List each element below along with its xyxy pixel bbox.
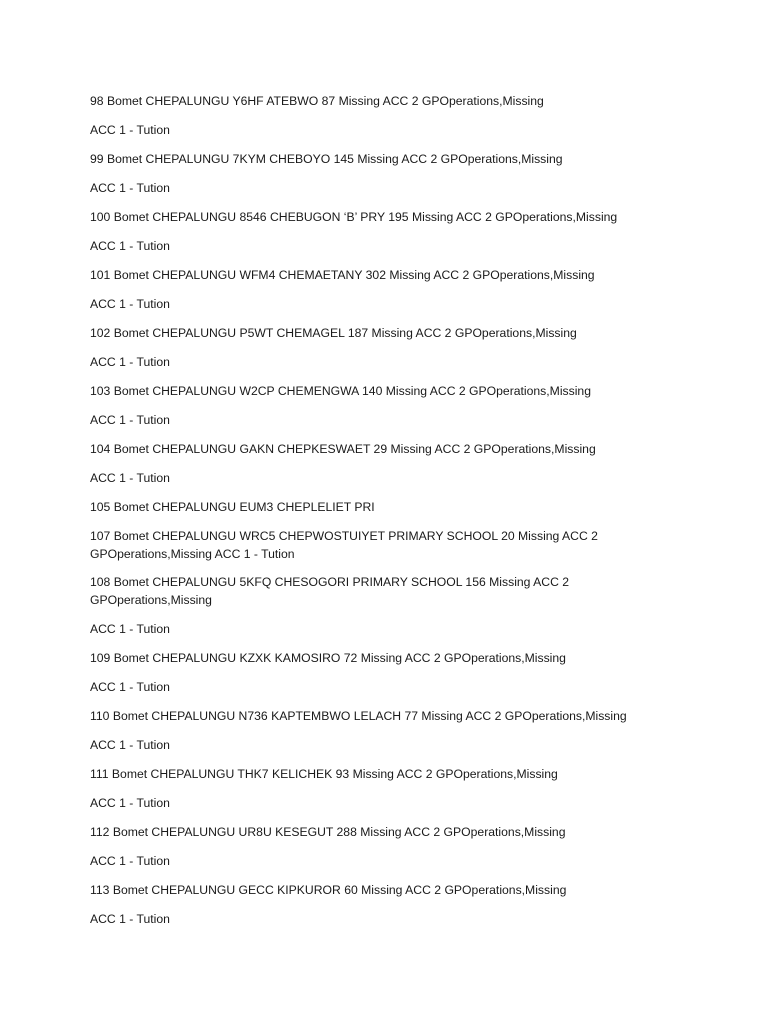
text-line: ACC 1 - Tution [90,471,170,485]
text-line: ACC 1 - Tution [90,355,170,369]
text-line: ACC 1 - Tution [90,796,170,810]
text-line: ACC 1 - Tution [90,912,170,926]
text-line: ACC 1 - Tution [90,123,170,137]
text-line: ACC 1 - Tution [90,738,170,752]
text-line: 108 Bomet CHEPALUNGU 5KFQ CHESOGORI PRIMARY SCHOOL 156 Missing ACC 2 GPOperations,Missing [90,575,570,607]
text-line: 99 Bomet CHEPALUNGU 7KYM CHEBOYO 145 Missing ACC 2 GPOperations,Missing [90,152,563,166]
text-line: 111 Bomet CHEPALUNGU THK7 KELICHEK 93 Missing ACC 2 GPOperations,Missing [90,767,558,781]
text-line: 107 Bomet CHEPALUNGU WRC5 CHEPWOSTUIYET PRIMARY SCHOOL 20 Missing ACC 2 GPOperations,Missing ACC 1 - Tution [90,529,598,561]
text-line: 100 Bomet CHEPALUNGU 8546 CHEBUGON ‘B’ PRY 195 Missing ACC 2 GPOperations,Missing [90,210,618,224]
text-line: ACC 1 - Tution [90,854,170,868]
text-line: ACC 1 - Tution [90,181,170,195]
document-page [90,92,690,939]
text-line: 102 Bomet CHEPALUNGU P5WT CHEMAGEL 187 Missing ACC 2 GPOperations,Missing [90,326,577,340]
text-line: 104 Bomet CHEPALUNGU GAKN CHEPKESWAET 29 Missing ACC 2 GPOperations,Missing [90,442,596,456]
text-line: 110 Bomet CHEPALUNGU N736 KAPTEMBWO LELACH 77 Missing ACC 2 GPOperations,Missing [90,709,627,723]
text-line: 103 Bomet CHEPALUNGU W2CP CHEMENGWA 140 Missing ACC 2 GPOperations,Missing [90,384,591,398]
text-line: ACC 1 - Tution [90,239,170,253]
text-line: 101 Bomet CHEPALUNGU WFM4 CHEMAETANY 302 Missing ACC 2 GPOperations,Missing [90,268,595,282]
text-line: ACC 1 - Tution [90,622,170,636]
text-line: 98 Bomet CHEPALUNGU Y6HF ATEBWO 87 Missing ACC 2 GPOperations,Missing [90,94,544,108]
text-line: ACC 1 - Tution [90,297,170,311]
text-line: 109 Bomet CHEPALUNGU KZXK KAMOSIRO 72 Missing ACC 2 GPOperations,Missing [90,651,566,665]
text-line: ACC 1 - Tution [90,680,170,694]
text-line: ACC 1 - Tution [90,413,170,427]
text-line: 112 Bomet CHEPALUNGU UR8U KESEGUT 288 Missing ACC 2 GPOperations,Missing [90,825,566,839]
text-line: 113 Bomet CHEPALUNGU GECC KIPKUROR 60 Missing ACC 2 GPOperations,Missing [90,883,567,897]
text-line: 105 Bomet CHEPALUNGU EUM3 CHEPLELIET PRI [90,500,375,514]
